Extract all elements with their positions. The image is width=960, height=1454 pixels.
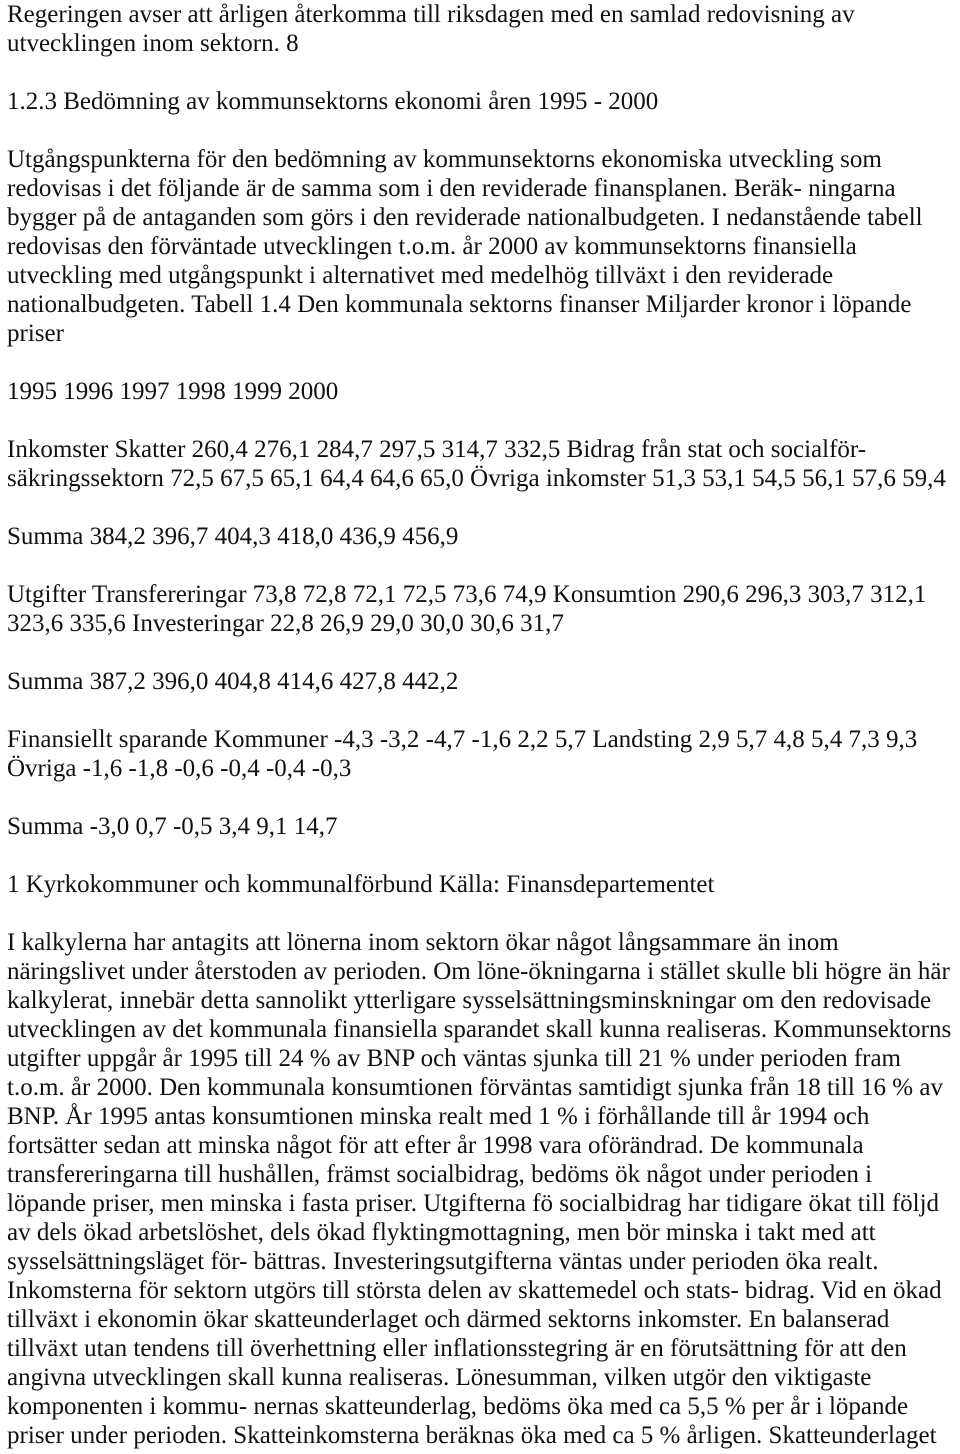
body-line: Utgångspunkterna för den bedömning av kommunsektorns ekonomiska utveckling som	[7, 146, 882, 173]
table-income-line: Inkomster Skatter 260,4 276,1 284,7 297,5 314,7 332,5 Bidrag från stat och socialför-	[7, 436, 867, 463]
section-heading-block	[7, 87, 960, 116]
body-line: redovisas i det följande är de samma som i den reviderade finansplanen. Beräk- ningarna	[7, 175, 896, 202]
table-income-line: säkringssektorn 72,5 67,5 65,1 64,4 64,6 65,0 Övriga inkomster 51,3 53,1 54,5 56,1 57,6 59,4	[7, 465, 946, 492]
table-saving-line: Övriga -1,6 -1,8 -0,6 -0,4 -0,4 -0,3	[7, 755, 352, 782]
section-heading: 1.2.3 Bedömning av kommunsektorns ekonomi åren 1995 - 2000	[7, 88, 659, 115]
body-line: tillväxt utan tendens till överhettning eller inflationsstegring är en förutsättning för att den	[7, 1335, 907, 1362]
table-expense-sum: Summa 387,2 396,0 404,8 414,6 427,8 442,2	[7, 668, 459, 695]
body-line: fortsätter sedan att minska något för att efter år 1998 vara oförändrad. De kommunala	[7, 1132, 864, 1159]
body-line: t.o.m. år 2000. Den kommunala konsumtionen förväntas samtidigt sjunka från 18 till 16 % av	[7, 1074, 943, 1101]
body-line: sysselsättningsläget för- bättras. Investeringsutgifterna väntas under perioden öka realt.	[7, 1248, 879, 1275]
body-paragraph-1	[7, 145, 960, 348]
table-income-sum-row	[7, 522, 960, 551]
table-saving-sum: Summa -3,0 0,7 -0,5 3,4 9,1 14,7	[7, 813, 338, 840]
table-income-section	[7, 435, 960, 493]
body-line: bygger på de antaganden som görs i den reviderade nationalbudgeten. I nedanstående tabell	[7, 204, 923, 231]
intro-line: utvecklingen inom sektorn. 8	[7, 30, 299, 57]
body-line: av dels ökad arbetslöshet, dels ökad flyktingmottagning, men bör minska i takt med att	[7, 1219, 876, 1246]
table-years-row	[7, 377, 960, 406]
body-line: I kalkylerna har antagits att lönerna inom sektorn ökar något långsammare än inom	[7, 929, 839, 956]
body-line: redovisas den förväntade utvecklingen t.o.m. år 2000 av kommunsektorns finansiella	[7, 233, 857, 260]
body-line: utvecklingen av det kommunala finansiella sparandet skall kunna realiseras. Kommunsektorns	[7, 1016, 952, 1043]
table-expenses-line: 323,6 335,6 Investeringar 22,8 26,9 29,0 30,0 30,6 31,7	[7, 610, 564, 637]
table-saving-sum-row	[7, 812, 960, 841]
body-line: priser under perioden. Skatteinkomsterna beräknas öka med ca 5 % årligen. Skatteunderlaget	[7, 1422, 937, 1449]
body-line: komponenten i kommu- nernas skatteunderlag, bedöms öka med ca 5,5 % per år i löpande	[7, 1393, 909, 1420]
table-expenses-line: Utgifter Transfereringar 73,8 72,8 72,1 72,5 73,6 74,9 Konsumtion 290,6 296,3 303,7 312,1	[7, 581, 927, 608]
table-saving-line: Finansiellt sparande Kommuner -4,3 -3,2 -4,7 -1,6 2,2 5,7 Landsting 2,9 5,7 4,8 5,4 7,3 9,3	[7, 726, 918, 753]
table-footnote-block	[7, 870, 960, 899]
intro-paragraph	[7, 0, 960, 58]
table-income-sum: Summa 384,2 396,7 404,3 418,0 436,9 456,9	[7, 523, 459, 550]
body-line: utgifter uppgår år 1995 till 24 % av BNP och väntas sjunka till 21 % under perioden fram	[7, 1045, 902, 1072]
body-line: Inkomsterna för sektorn utgörs till största delen av skattemedel och stats- bidrag. Vid en ökad	[7, 1277, 942, 1304]
table-expense-sum-row	[7, 667, 960, 696]
body-line: löpande priser, men minska i fasta priser. Utgifterna fö socialbidrag har tidigare ökat till följd	[7, 1190, 940, 1217]
body-line: BNP. År 1995 antas konsumtionen minska realt med 1 % i förhållande till år 1994 och	[7, 1103, 870, 1130]
body-line: utveckling med utgångspunkt i alternativet med medelhög tillväxt i den reviderade	[7, 262, 834, 289]
body-line: nationalbudgeten. Tabell 1.4 Den kommunala sektorns finanser Miljarder kronor i löpande	[7, 291, 912, 318]
body-line: näringslivet under återstoden av perioden. Om löne-ökningarna i stället skulle bli högre än här	[7, 958, 950, 985]
table-saving-section	[7, 725, 960, 783]
body-line: priser	[7, 320, 64, 347]
body-line: transfereringarna till hushållen, främst socialbidrag, bedöms ök något under perioden i	[7, 1161, 873, 1188]
body-paragraph-2	[7, 928, 960, 1450]
table-years: 1995 1996 1997 1998 1999 2000	[7, 378, 339, 405]
body-line: angivna utvecklingen skall kunna realiseras. Lönesumman, vilken utgör den viktigaste	[7, 1364, 872, 1391]
body-line: kalkylerat, innebär detta sannolikt ytterligare sysselsättningsminskningar om den redovisade	[7, 987, 932, 1014]
intro-line: Regeringen avser att årligen återkomma till riksdagen med en samlad redovisning av	[7, 1, 855, 28]
table-expenses-section	[7, 580, 960, 638]
table-footnote: 1 Kyrkokommuner och kommunalförbund Källa: Finansdepartementet	[7, 871, 715, 898]
body-line: tillväxt i ekonomin ökar skatteunderlaget och därmed sektorns inkomster. En balanserad	[7, 1306, 890, 1333]
